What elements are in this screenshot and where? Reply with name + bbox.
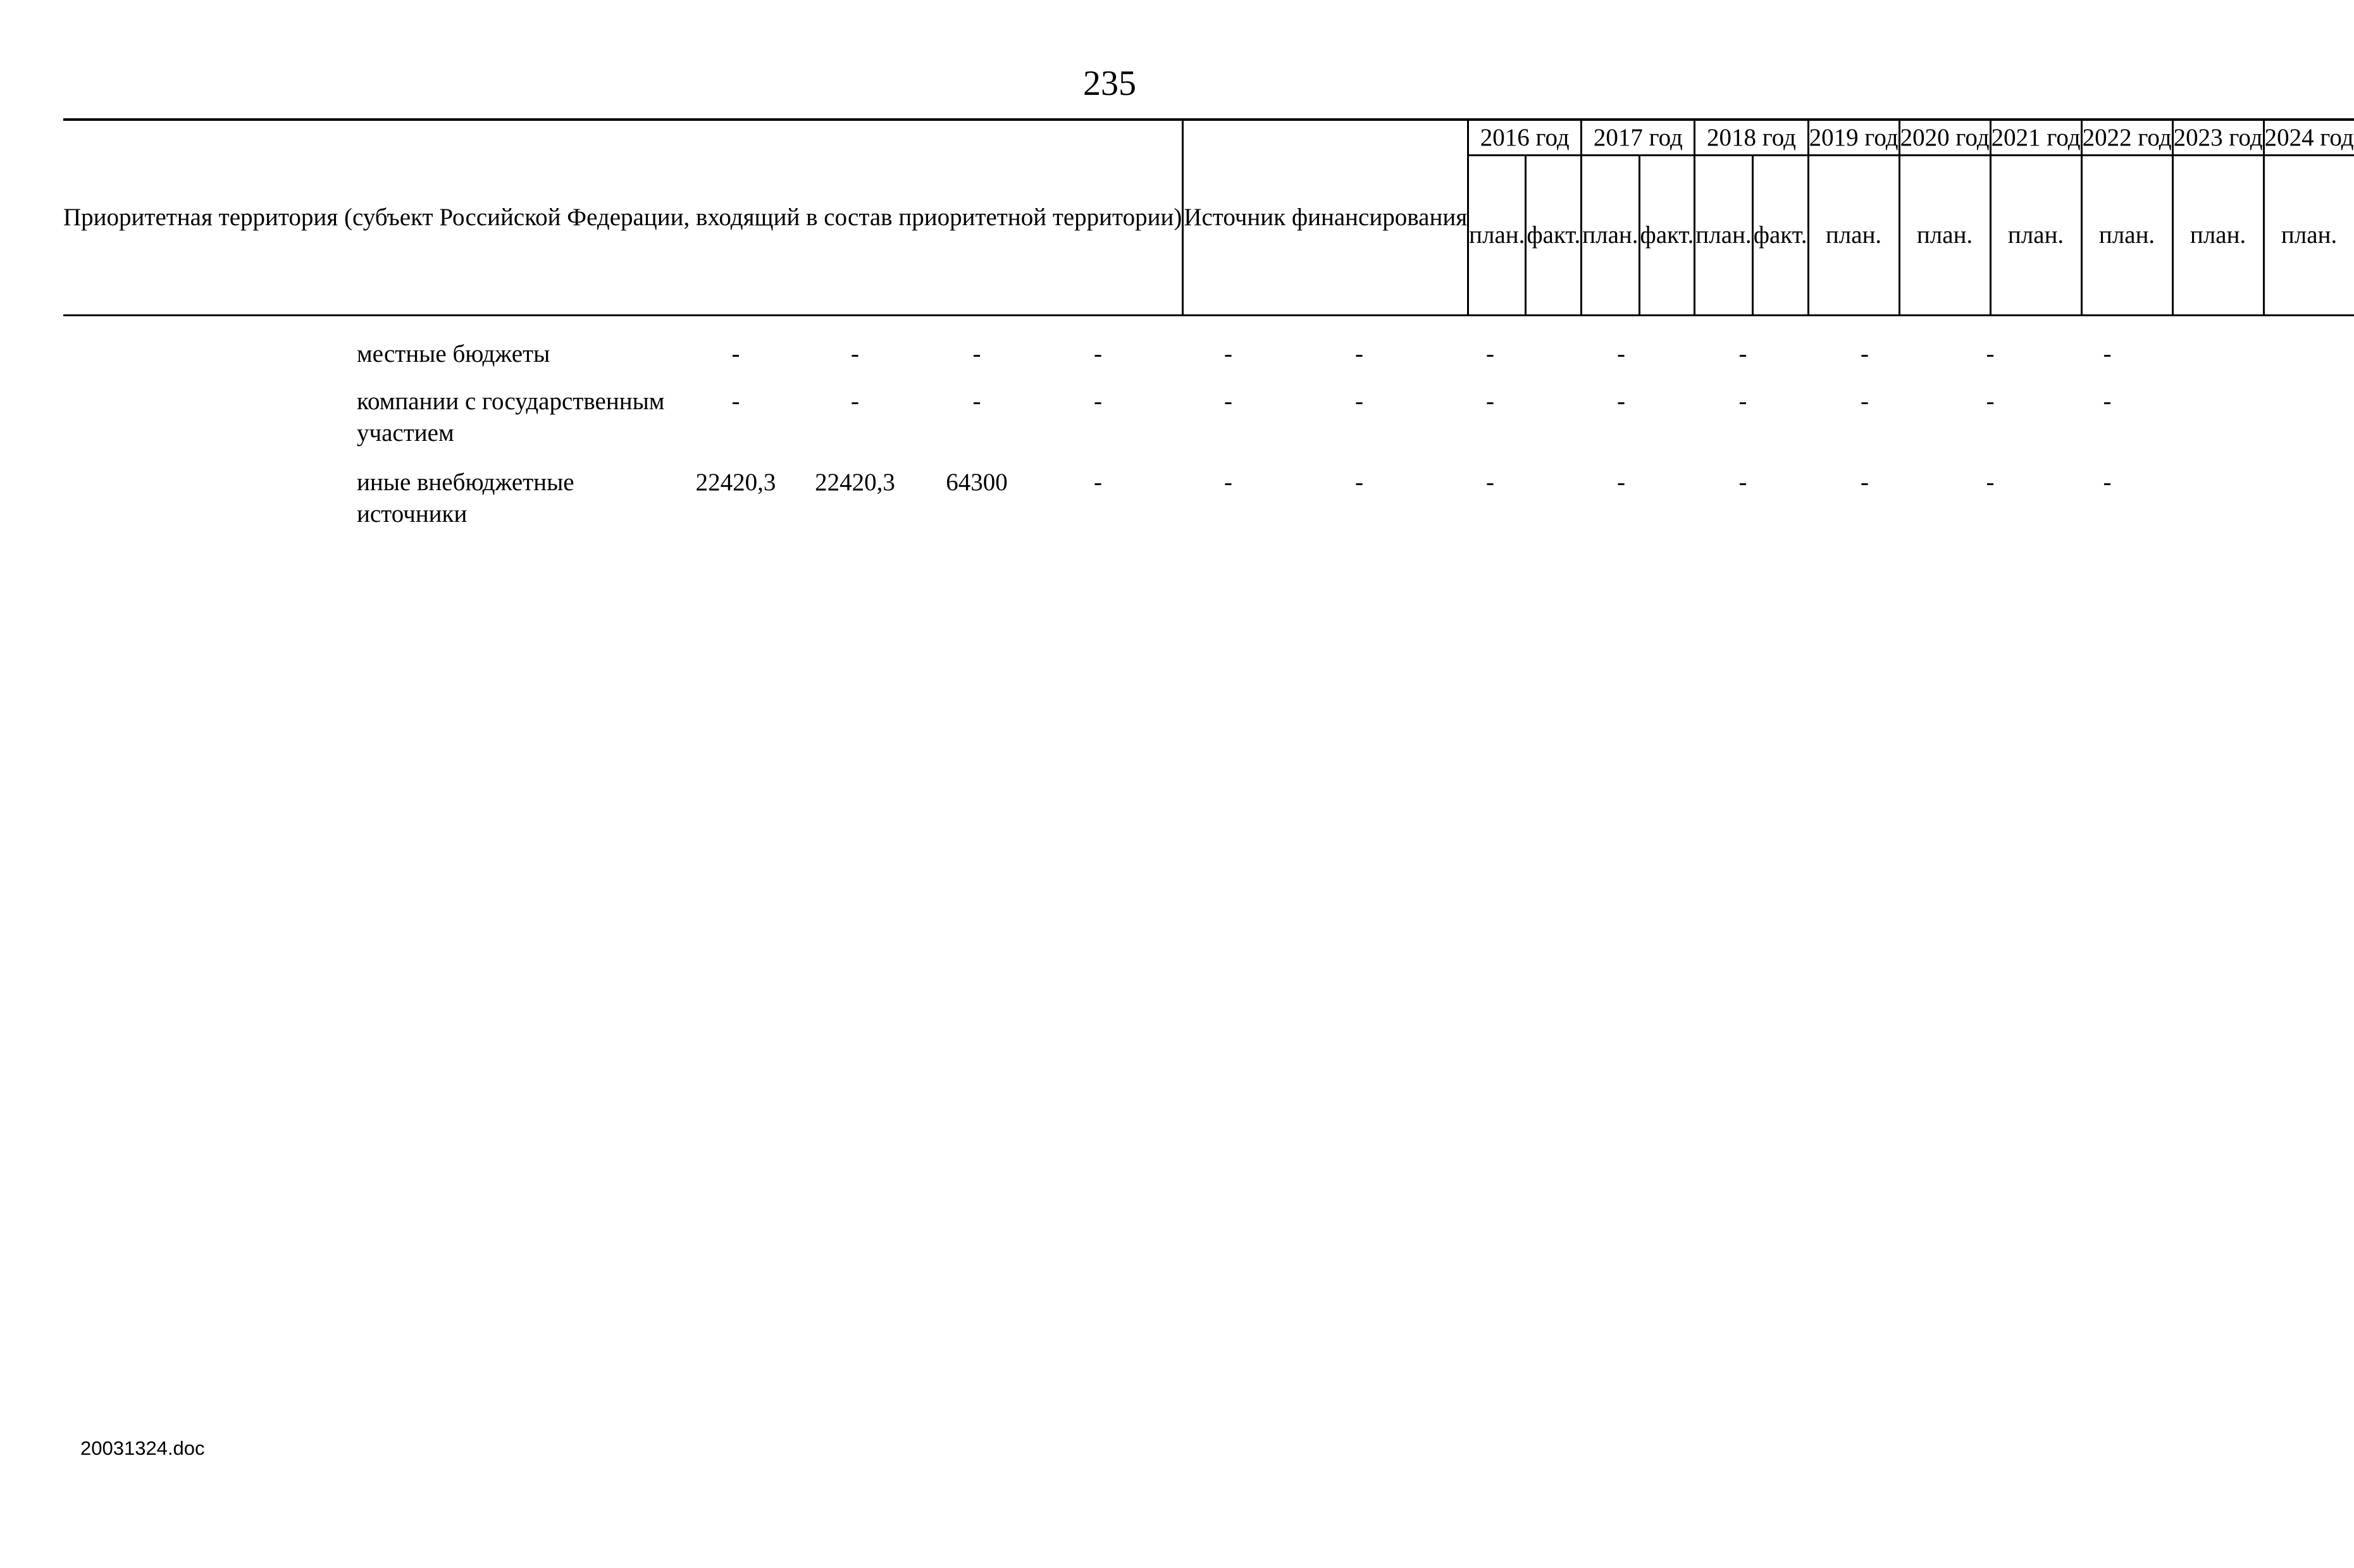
year-header-2017: 2017 год <box>1582 120 1695 156</box>
value-cell: 22420,3 <box>815 469 895 496</box>
value-cell: - <box>1861 469 1869 496</box>
value-cell: - <box>1486 469 1494 496</box>
value-cell: - <box>731 340 740 367</box>
source-cell: местные бюджеты <box>357 340 550 367</box>
value-cell: - <box>851 340 859 367</box>
territory-cell <box>63 386 340 467</box>
territory-cell <box>63 338 340 386</box>
table-row <box>63 467 2164 536</box>
year-header-2023: 2023 год <box>2172 120 2264 156</box>
financing-table-body <box>63 338 2164 536</box>
sub-header-2018-fact: факт. <box>1752 156 1808 316</box>
sub-header-2022-plan: план. <box>2081 156 2172 316</box>
year-header-2016: 2016 год <box>1468 120 1582 156</box>
sub-header-2024-plan: план. <box>2264 156 2354 316</box>
value-cell: - <box>1861 388 1869 415</box>
sub-header-2016-plan: план. <box>1468 156 1526 316</box>
value-cell: - <box>1486 388 1494 415</box>
value-cell: - <box>851 388 859 415</box>
territory-column-header: Приоритетная территория (субъект Российской Федерации, входящий в состав приоритетной территории) <box>63 120 1183 316</box>
value-cell: - <box>1224 469 1232 496</box>
source-cell: иные внебюджетные источники <box>357 469 574 528</box>
sub-header-2020-plan: план. <box>1899 156 1990 316</box>
year-header-2024: 2024 год <box>2264 120 2354 156</box>
sub-header-2021-plan: план. <box>1990 156 2081 316</box>
value-cell: - <box>1861 340 1869 367</box>
footer-file-name: 20031324.doc <box>80 1437 205 1459</box>
value-cell: - <box>1486 340 1494 367</box>
year-header-2018: 2018 год <box>1695 120 1808 156</box>
value-cell: - <box>1224 388 1232 415</box>
value-cell: - <box>1355 340 1363 367</box>
table-row <box>63 338 2164 386</box>
sub-header-2016-fact: факт. <box>1526 156 1582 316</box>
value-cell: - <box>1617 469 1625 496</box>
value-cell: - <box>1986 469 1995 496</box>
value-cell: - <box>1738 388 1747 415</box>
value-cell: - <box>1617 340 1625 367</box>
value-cell: - <box>2103 469 2112 496</box>
value-cell: 22420,3 <box>695 469 776 496</box>
value-cell: - <box>1986 388 1995 415</box>
value-cell: - <box>731 388 740 415</box>
value-cell: - <box>1986 340 1995 367</box>
financing-table-header <box>63 118 2354 316</box>
year-header-2019: 2019 год <box>1808 120 1899 156</box>
year-header-2021: 2021 год <box>1990 120 2081 156</box>
value-cell: - <box>1355 388 1363 415</box>
value-cell: - <box>2103 340 2112 367</box>
value-cell: - <box>1094 340 1102 367</box>
sub-header-2019-plan: план. <box>1808 156 1899 316</box>
sub-header-2023-plan: план. <box>2172 156 2264 316</box>
value-cell: - <box>972 340 981 367</box>
value-cell: - <box>1738 340 1747 367</box>
value-cell: - <box>972 388 981 415</box>
source-column-header: Источник финансирования <box>1183 120 1468 316</box>
value-cell: - <box>2103 388 2112 415</box>
territory-cell <box>63 467 340 536</box>
sub-header-2017-plan: план. <box>1582 156 1639 316</box>
value-cell: - <box>1617 388 1625 415</box>
sub-header-2018-plan: план. <box>1695 156 1752 316</box>
value-cell: - <box>1094 469 1102 496</box>
page-number: 235 <box>1083 64 1136 103</box>
year-header-2022: 2022 год <box>2081 120 2172 156</box>
source-cell: компании с государственным участием <box>357 388 665 447</box>
value-cell: - <box>1738 469 1747 496</box>
value-cell: - <box>1355 469 1363 496</box>
year-header-2020: 2020 год <box>1899 120 1990 156</box>
value-cell: - <box>1094 388 1102 415</box>
value-cell: 64300 <box>946 469 1008 496</box>
value-cell: - <box>1224 340 1232 367</box>
table-row <box>63 386 2164 467</box>
sub-header-2017-fact: факт. <box>1639 156 1695 316</box>
